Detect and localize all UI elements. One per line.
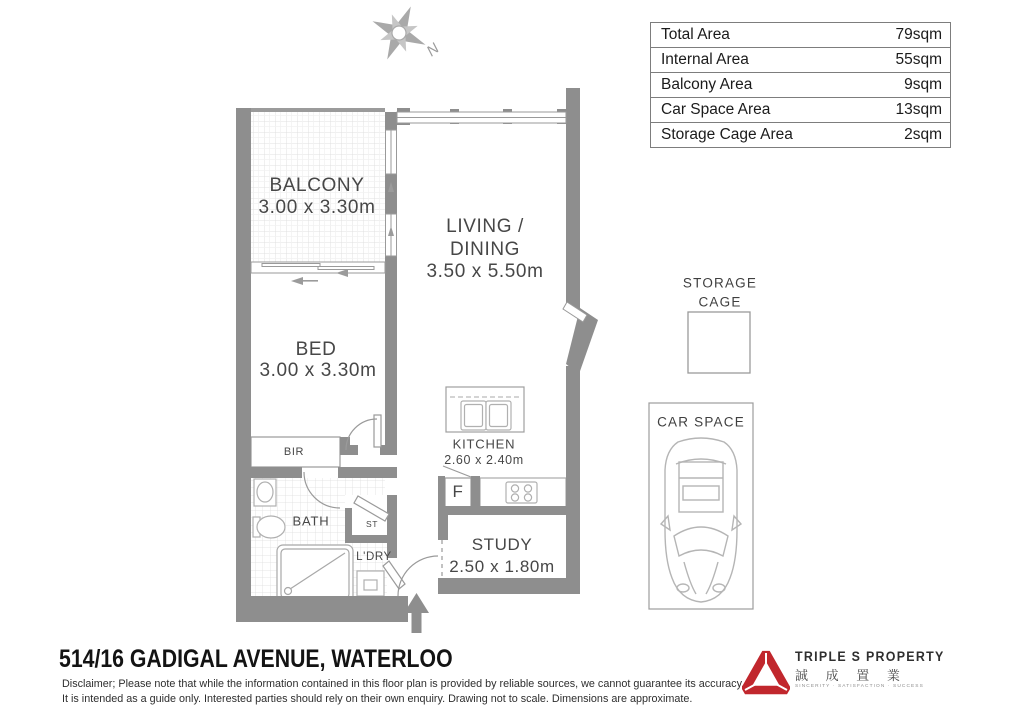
living-dims: 3.50 x 5.50m <box>426 261 544 282</box>
area-row-value: 13sqm <box>895 100 942 118</box>
car-space-box <box>649 403 753 609</box>
study-label: STUDY <box>471 535 533 554</box>
slider-arrow-icon <box>291 277 303 285</box>
area-table <box>650 22 951 148</box>
kitchen-label: KITCHEN <box>452 436 516 452</box>
washing-machine-icon <box>357 571 384 596</box>
disclaimer-line-2: It is intended as a guide only. Interested parties should rely on their own enquiry. Drawing not to scale. Dimensions are approximate. <box>62 693 693 705</box>
compass-north-label: N <box>423 39 443 61</box>
area-row-label: Car Space Area <box>661 100 771 118</box>
logo-chinese: 誠 成 置 業 <box>795 668 907 683</box>
area-row-value: 79sqm <box>895 26 942 44</box>
kitchen-dims: 2.60 x 2.40m <box>444 453 524 467</box>
bath-label: BATH <box>292 513 330 529</box>
area-row-label: Balcony Area <box>661 76 753 94</box>
table-row <box>650 122 951 149</box>
store-label: ST <box>365 519 379 529</box>
area-row-value: 9sqm <box>904 76 942 94</box>
living-label-2: DINING <box>449 239 521 260</box>
toilet-icon <box>253 516 285 538</box>
fridge-door-line <box>443 466 471 477</box>
entry-door-arc <box>398 556 438 596</box>
storage-cage-label-2: CAGE <box>698 294 742 310</box>
logo-name: TRIPLE S PROPERTY <box>795 649 945 664</box>
window-band-top <box>397 112 566 123</box>
table-row <box>650 97 951 124</box>
area-row-label: Storage Cage Area <box>661 125 793 143</box>
logo-mark <box>742 649 790 701</box>
storage-cage-label-1: STORAGE <box>682 275 758 291</box>
table-row <box>650 47 951 74</box>
balcony-dims: 3.00 x 3.30m <box>258 197 376 218</box>
table-row <box>650 22 951 49</box>
disclaimer-line-1: Disclaimer; Please note that while the information contained in this floor plan is provided by reliable sources, we cannot guarantee its accuracy. <box>62 678 745 690</box>
bed-door-leaf <box>374 415 381 447</box>
laundry-label: L'DRY <box>356 551 392 563</box>
shower-box <box>277 545 353 602</box>
sliding-door-balcony <box>251 262 385 273</box>
living-label-1: LIVING / <box>446 216 524 237</box>
balcony-label: BALCONY <box>269 175 365 196</box>
car-space-label: CAR SPACE <box>657 414 745 430</box>
cooktop-icon <box>506 482 537 503</box>
area-row-value: 2sqm <box>904 125 942 143</box>
fridge-label: F <box>452 482 464 501</box>
study-dims: 2.50 x 1.80m <box>449 557 555 576</box>
area-row-label: Internal Area <box>661 51 749 69</box>
kitchen-island <box>446 387 524 432</box>
vanity-icon <box>254 479 276 506</box>
bed-label: BED <box>295 339 337 360</box>
area-row-value: 55sqm <box>895 51 942 69</box>
storage-cage-box <box>688 312 750 373</box>
robe-label: BIR <box>283 446 305 458</box>
table-row <box>650 72 951 99</box>
compass-icon <box>361 0 438 71</box>
bed-dims: 3.00 x 3.30m <box>259 360 377 381</box>
page-title: 514/16 GADIGAL AVENUE, WATERLOO <box>59 645 453 673</box>
area-row-label: Total Area <box>661 26 730 44</box>
logo-tagline: SINCERITY · SATISFACTION · SUCCESS <box>795 684 924 689</box>
